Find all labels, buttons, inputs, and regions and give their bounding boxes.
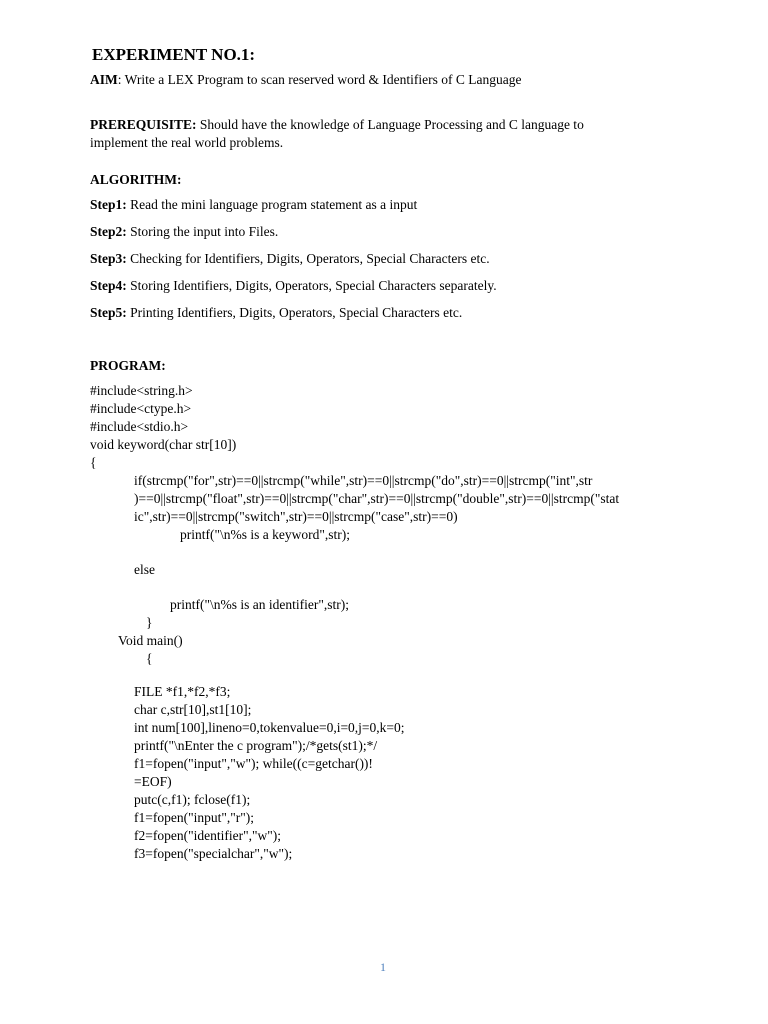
prerequisite-line-2: implement the real world problems.	[90, 135, 284, 150]
prerequisite-label: PREREQUISITE:	[90, 117, 197, 132]
code-line: }	[146, 615, 153, 630]
page-number: 1	[380, 960, 386, 974]
code-line: printf("\n%s is a keyword",str);	[180, 527, 350, 542]
step-text: Read the mini language program statement as a input	[126, 197, 418, 212]
code-line: #include<string.h>	[90, 383, 193, 398]
code-line: Void main()	[118, 633, 183, 648]
step-text: Storing the input into Files.	[126, 224, 279, 239]
step-label: Step4:	[90, 278, 127, 293]
code-line: putc(c,f1); fclose(f1);	[134, 792, 251, 807]
code-line: printf("\n%s is an identifier",str);	[170, 597, 349, 612]
aim-text: : Write a LEX Program to scan reserved word & Identifiers of C Language	[117, 72, 522, 87]
code-line: {	[146, 651, 153, 666]
code-line: f2=fopen("identifier","w");	[134, 828, 281, 843]
algorithm-heading: ALGORITHM:	[90, 172, 182, 187]
code-line: ic",str)==0||strcmp("switch",str)==0||strcmp("case",str)==0)	[134, 509, 458, 524]
step-label: Step3:	[90, 251, 127, 266]
code-line: int num[100],lineno=0,tokenvalue=0,i=0,j=0,k=0;	[134, 720, 405, 735]
code-line: #include<stdio.h>	[90, 419, 189, 434]
code-line: void keyword(char str[10])	[90, 437, 237, 452]
aim-line	[90, 71, 521, 89]
step-label: Step5:	[90, 305, 127, 320]
prerequisite-line-1	[90, 116, 584, 134]
algorithm-step-3	[90, 250, 490, 268]
step-text: Storing Identifiers, Digits, Operators, Special Characters separately.	[126, 278, 497, 293]
step-text: Printing Identifiers, Digits, Operators, Special Characters etc.	[126, 305, 463, 320]
aim-label: AIM	[90, 72, 118, 87]
code-line: printf("\nEnter the c program");/*gets(st1);*/	[134, 738, 378, 753]
code-line: {	[90, 455, 97, 470]
code-line: #include<ctype.h>	[90, 401, 192, 416]
algorithm-step-1	[90, 196, 417, 214]
step-label: Step2:	[90, 224, 127, 239]
algorithm-step-2	[90, 223, 278, 241]
code-line: if(strcmp("for",str)==0||strcmp("while",str)==0||strcmp("do",str)==0||strcmp("int",str	[134, 473, 593, 488]
algorithm-step-5	[90, 304, 462, 322]
code-line: f1=fopen("input","w"); while((c=getchar())!	[134, 756, 373, 771]
code-line: char c,str[10],st1[10];	[134, 702, 252, 717]
code-line: else	[134, 562, 155, 577]
step-label: Step1:	[90, 197, 127, 212]
code-line: =EOF)	[134, 774, 172, 789]
program-heading: PROGRAM:	[90, 358, 166, 373]
step-text: Checking for Identifiers, Digits, Operators, Special Characters etc.	[126, 251, 490, 266]
code-line: f3=fopen("specialchar","w");	[134, 846, 293, 861]
experiment-title: EXPERIMENT NO.1:	[92, 45, 256, 64]
code-line: )==0||strcmp("float",str)==0||strcmp("char",str)==0||strcmp("double",str)==0||strcmp("stat	[134, 491, 620, 506]
code-line: FILE *f1,*f2,*f3;	[134, 684, 231, 699]
algorithm-step-4	[90, 277, 497, 295]
prerequisite-text: Should have the knowledge of Language Processing and C language to	[196, 117, 584, 132]
code-line: f1=fopen("input","r");	[134, 810, 255, 825]
